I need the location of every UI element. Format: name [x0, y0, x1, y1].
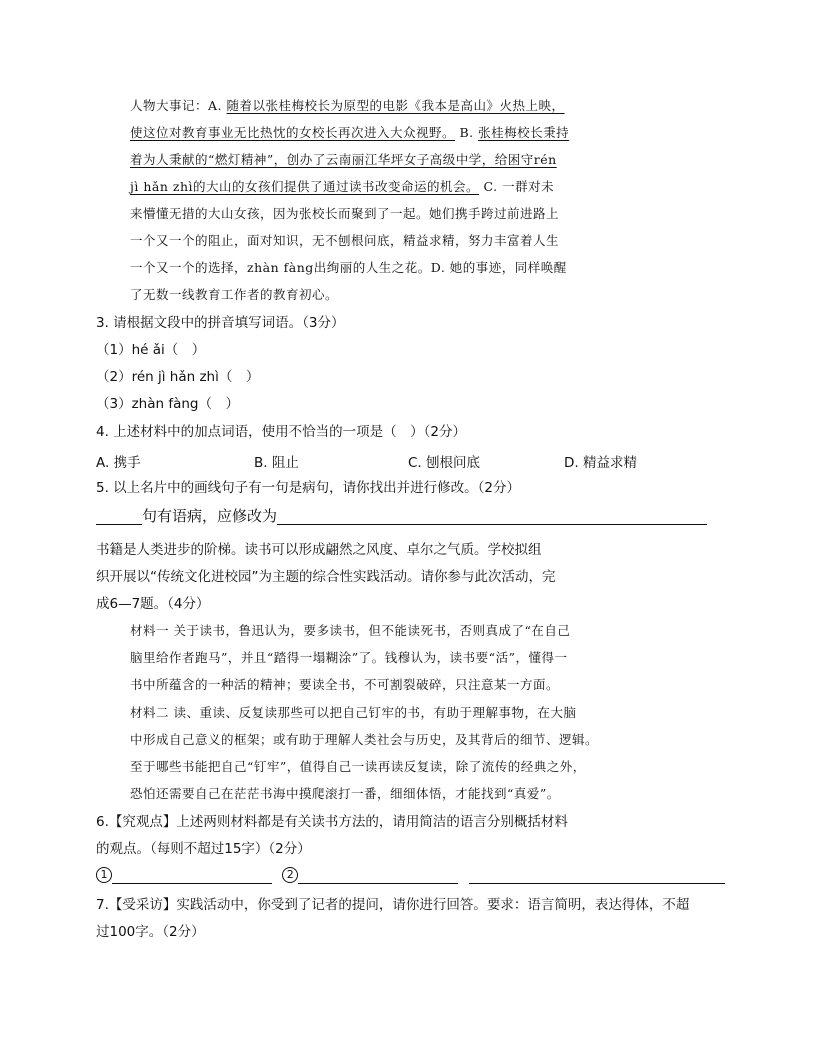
question-6-line-2: 的观点。（每则不超过15字）（2分）: [96, 841, 311, 857]
question-4-stem: 4. 上述材料中的加点词语，使用不恰当的一项是（ ）（2分）: [96, 424, 467, 440]
question-3-item-3: （3）zhàn fàng（ ）: [96, 396, 240, 412]
material-line-6: 至于哪些书能把自己“钉牢”，值得自己一读再读反复读，除了流传的经典之外，: [130, 759, 586, 774]
underlined-sentence-b-cont: jì hǎn zhì的大山的女孩们提供了通过读书改变命运的机会。: [130, 179, 480, 194]
passage-line-7: 一个又一个的选择，zhàn fàng出绚丽的人生之花。D. 她的事迹，同样唤醒: [130, 260, 567, 275]
passage-line-5: 来懵懂无措的大山女孩，因为张校长而聚到了一起。她们携手跨过前进路上: [130, 206, 560, 221]
underlined-sentence-a-cont: 使这位对教育事业无比热忱的女校长再次进入大众视野。: [130, 125, 456, 140]
passage-line-8: 了无数一线教育工作者的教育初心。: [130, 287, 339, 302]
material-line-5: 中形成自己意义的框架；或有助于理解人类社会与历史，及其背后的细节、逻辑。: [130, 732, 599, 747]
material-line-3: 书中所蕴含的一种活的精神；要读全书，不可割裂破碎，只注意某一方面。: [130, 677, 560, 692]
material-line-2: 脑里给作者跑马”，并且“踏得一塌糊涂”了。钱穆认为，读书要“活”，懂得一: [130, 650, 568, 665]
question-7-line-2: 过100字。（2分）: [96, 924, 205, 940]
material-line-1: 材料一 关于读书，鲁迅认为，要多读书，但不能读死书，否则真成了“在自己: [130, 623, 571, 638]
underlined-sentence-a: 随着以张桂梅校长为原型的电影《我本是高山》火热上映，: [226, 98, 565, 113]
passage-line-2: 使这位对教育事业无比热忱的女校长再次进入大众视野。 B. 张桂梅校长秉持: [130, 125, 570, 140]
answer-blank-2[interactable]: [298, 867, 458, 884]
question-7-line-1: 7.【受采访】实践活动中，你受到了记者的提问，请你进行回答。要求：语言简明，表达得体，不超: [96, 897, 690, 913]
question-4-option-d: D. 精益求精: [564, 455, 637, 471]
material-line-7: 恐怕还需要自己在茫茫书海中摸爬滚打一番，细细体悟，才能找到“真爱”。: [130, 786, 560, 801]
question-3-stem: 3. 请根据文段中的拼音填写词语。（3分）: [96, 315, 345, 331]
question-4-option-a: A. 携手: [96, 455, 141, 471]
intro-line-1: 书籍是人类进步的阶梯。读书可以形成翩然之风度、卓尔之气质。学校拟组: [96, 542, 542, 558]
underlined-sentence-b: 张桂梅校长秉持: [478, 125, 570, 140]
answer-blank-1[interactable]: [112, 867, 272, 884]
passage-line-1: 人物大事记：A. 随着以张桂梅校长为原型的电影《我本是高山》火热上映，: [130, 98, 565, 113]
answer-blank-sentence[interactable]: [96, 508, 142, 525]
material-line-4: 材料二 读、重读、反复读那些可以把自己钉牢的书，有助于理解事物，在大脑: [130, 705, 577, 720]
question-3-item-1: （1）hé ǎi（ ）: [96, 342, 206, 358]
question-5-answer-line: 句有语病，应修改为: [96, 507, 707, 525]
question-6-line-1: 6.【究观点】上述两则材料都是有关读书方法的，请用简洁的语言分别概括材料: [96, 814, 568, 830]
answer-blank-3[interactable]: [469, 867, 725, 884]
passage-line-3: 着为人秉献的“燃灯精神”，创办了云南丽江华坪女子高级中学，给困守rén: [130, 152, 557, 167]
intro-line-3: 成6—7题。（4分）: [96, 596, 210, 612]
intro-line-2: 织开展以“传统文化进校园”为主题的综合性实践活动。请你参与此次活动，完: [96, 569, 556, 585]
passage-line-4: jì hǎn zhì的大山的女孩们提供了通过读书改变命运的机会。 C. 一群对未: [130, 179, 555, 194]
question-4-option-b: B. 阻止: [254, 455, 299, 471]
question-3-item-2: （2）rén jì hǎn zhì（ ）: [96, 369, 260, 385]
circled-number-1: 1: [96, 867, 112, 883]
question-5-stem: 5. 以上名片中的画线句子有一句是病句，请你找出并进行修改。（2分）: [96, 480, 521, 496]
question-4-option-c: C. 刨根问底: [408, 455, 481, 471]
passage-line-6: 一个又一个的阻止，面对知识，无不刨根问底，精益求精，努力丰富着人生: [130, 233, 560, 248]
question-6-answer-line: [96, 866, 725, 884]
circled-number-2: 2: [282, 867, 298, 883]
answer-blank-correction[interactable]: [277, 508, 707, 525]
